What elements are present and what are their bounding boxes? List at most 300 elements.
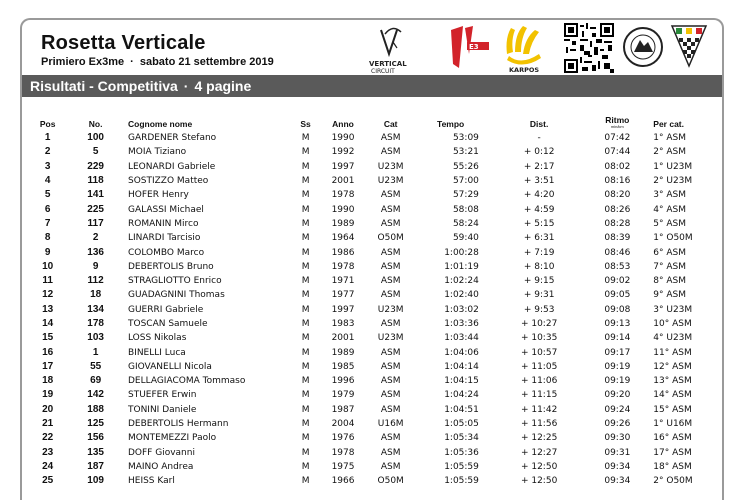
cell-pace: 08:28 xyxy=(591,217,643,231)
cell-sex: M xyxy=(293,131,318,145)
table-row xyxy=(22,345,722,359)
cell-number: 9 xyxy=(73,260,118,274)
cell-pace: 09:31 xyxy=(591,446,643,460)
cell-gap: + 4:20 xyxy=(487,188,591,202)
col-header-year: Anno xyxy=(332,119,354,129)
cell-pace: 09:02 xyxy=(591,274,643,288)
cell-category: O50M xyxy=(368,474,413,488)
cell-sex: M xyxy=(293,160,318,174)
table-row xyxy=(22,417,722,431)
cell-gap: - xyxy=(487,131,591,145)
cell-pos: 2 xyxy=(22,145,73,159)
cell-time: 1:05:59 xyxy=(413,460,487,474)
cell-pace: 08:16 xyxy=(591,174,643,188)
cell-category-rank: 8° ASM xyxy=(643,274,722,288)
cell-sex: M xyxy=(293,288,318,302)
cell-category: ASM xyxy=(368,360,413,374)
col-header-category: Cat xyxy=(383,119,398,129)
results-page xyxy=(20,18,724,500)
cell-number: 141 xyxy=(73,188,118,202)
cell-category-rank: 1° U16M xyxy=(643,417,722,431)
cell-year: 1975 xyxy=(318,460,368,474)
cell-time: 1:04:51 xyxy=(413,403,487,417)
page-title: Rosetta Verticale xyxy=(41,32,206,54)
cell-category: U23M xyxy=(368,331,413,345)
table-row xyxy=(22,403,722,417)
table-row xyxy=(22,160,722,174)
cell-category: ASM xyxy=(368,374,413,388)
table-row xyxy=(22,317,722,331)
cell-gap: + 5:15 xyxy=(487,217,591,231)
cell-time: 1:02:24 xyxy=(413,274,487,288)
cell-category: ASM xyxy=(368,274,413,288)
cell-category: ASM xyxy=(368,217,413,231)
cell-time: 1:05:34 xyxy=(413,431,487,445)
svg-text:E3: E3 xyxy=(469,43,479,51)
cell-number: 55 xyxy=(73,360,118,374)
cell-pos: 20 xyxy=(22,403,73,417)
cell-category-rank: 12° ASM xyxy=(643,360,722,374)
cell-category-rank: 1° O50M xyxy=(643,231,722,245)
cell-number: 1 xyxy=(73,345,118,359)
cell-sex: M xyxy=(293,245,318,259)
cell-name: DELLAGIACOMA Tommaso xyxy=(118,374,293,388)
cell-pace: 08:39 xyxy=(591,231,643,245)
table-row xyxy=(22,202,722,216)
cell-pace: 09:08 xyxy=(591,303,643,317)
vertical-circuit-logo xyxy=(367,24,419,74)
cell-year: 1997 xyxy=(318,303,368,317)
col-header-gap: Dist. xyxy=(529,119,549,129)
cell-time: 1:03:02 xyxy=(413,303,487,317)
table-row xyxy=(22,188,722,202)
cell-sex: M xyxy=(293,345,318,359)
cell-name: BINELLI Luca xyxy=(118,345,293,359)
cell-year: 1977 xyxy=(318,288,368,302)
cell-year: 1979 xyxy=(318,388,368,402)
cell-gap: + 0:12 xyxy=(487,145,591,159)
cell-category: ASM xyxy=(368,345,413,359)
cell-pos: 23 xyxy=(22,446,73,460)
cell-sex: M xyxy=(293,174,318,188)
cell-pos: 11 xyxy=(22,274,73,288)
cell-number: 188 xyxy=(73,403,118,417)
cell-pace: 09:30 xyxy=(591,431,643,445)
cell-sex: M xyxy=(293,274,318,288)
cell-name: GALASSI Michael xyxy=(118,202,293,216)
cell-category-rank: 6° ASM xyxy=(643,245,722,259)
svg-text:KARPOS: KARPOS xyxy=(509,66,540,74)
cell-name: ROMANIN Mirco xyxy=(118,217,293,231)
cell-category: U23M xyxy=(368,160,413,174)
cell-time: 53:21 xyxy=(413,145,487,159)
cell-name: GUADAGNINI Thomas xyxy=(118,288,293,302)
table-row xyxy=(22,331,722,345)
cell-year: 1983 xyxy=(318,317,368,331)
cell-number: 156 xyxy=(73,431,118,445)
col-header-number: No. xyxy=(88,119,103,129)
cell-name: MOIA Tiziano xyxy=(118,145,293,159)
cell-gap: + 10:35 xyxy=(487,331,591,345)
cell-pos: 18 xyxy=(22,374,73,388)
karpos-logo xyxy=(501,24,551,74)
section-banner xyxy=(22,75,722,97)
cell-pos: 21 xyxy=(22,417,73,431)
cell-pos: 15 xyxy=(22,331,73,345)
cell-pace: 09:05 xyxy=(591,288,643,302)
cell-category: ASM xyxy=(368,388,413,402)
pace-label: Ritmo xyxy=(605,115,630,125)
cell-category: ASM xyxy=(368,145,413,159)
cell-category-rank: 4° U23M xyxy=(643,331,722,345)
cell-gap: + 11:06 xyxy=(487,374,591,388)
cell-pace: 09:34 xyxy=(591,474,643,488)
cell-pace: 09:19 xyxy=(591,374,643,388)
cell-name: SOSTIZZO Matteo xyxy=(118,174,293,188)
cell-sex: M xyxy=(293,431,318,445)
cell-pace: 09:13 xyxy=(591,317,643,331)
cell-sex: M xyxy=(293,403,318,417)
cell-sex: M xyxy=(293,145,318,159)
cell-gap: + 11:05 xyxy=(487,360,591,374)
cell-number: 118 xyxy=(73,174,118,188)
cell-category-rank: 18° ASM xyxy=(643,460,722,474)
cell-category: U23M xyxy=(368,303,413,317)
cell-name: LEONARDI Gabriele xyxy=(118,160,293,174)
cell-number: 100 xyxy=(73,131,118,145)
cell-sex: M xyxy=(293,417,318,431)
cell-number: 5 xyxy=(73,145,118,159)
cell-category-rank: 16° ASM xyxy=(643,431,722,445)
cell-pace: 09:14 xyxy=(591,331,643,345)
cell-category-rank: 3° U23M xyxy=(643,303,722,317)
cell-category: ASM xyxy=(368,460,413,474)
cell-number: 125 xyxy=(73,417,118,431)
cell-pos: 25 xyxy=(22,474,73,488)
cell-category: O50M xyxy=(368,231,413,245)
cell-year: 1978 xyxy=(318,260,368,274)
cell-gap: + 11:42 xyxy=(487,403,591,417)
cell-pace: 08:53 xyxy=(591,260,643,274)
cell-sex: M xyxy=(293,202,318,216)
col-header-category-rank: Per cat. xyxy=(653,119,684,129)
table-row xyxy=(22,231,722,245)
cell-category: U16M xyxy=(368,417,413,431)
event-date: sabato 21 settembre 2019 xyxy=(139,56,274,68)
col-header-sex: Ss xyxy=(300,119,311,129)
cell-category-rank: 7° ASM xyxy=(643,260,722,274)
checkered-shield-logo xyxy=(670,24,708,68)
cell-gap: + 9:53 xyxy=(487,303,591,317)
cell-gap: + 4:59 xyxy=(487,202,591,216)
event-subtitle xyxy=(41,56,274,68)
cell-pace: 08:20 xyxy=(591,188,643,202)
cell-pos: 7 xyxy=(22,217,73,231)
cell-name: LINARDI Tarcisio xyxy=(118,231,293,245)
pace-unit: min/km xyxy=(610,124,624,129)
cell-name: DEBERTOLIS Bruno xyxy=(118,260,293,274)
cell-number: 229 xyxy=(73,160,118,174)
cell-pace: 08:46 xyxy=(591,245,643,259)
cell-category: ASM xyxy=(368,446,413,460)
cell-time: 57:00 xyxy=(413,174,487,188)
cell-sex: M xyxy=(293,374,318,388)
svg-text:CIRCUIT: CIRCUIT xyxy=(371,68,395,74)
cell-time: 57:29 xyxy=(413,188,487,202)
cell-year: 1990 xyxy=(318,202,368,216)
cell-name: STRAGLIOTTO Enrico xyxy=(118,274,293,288)
cell-year: 1986 xyxy=(318,245,368,259)
cell-number: 187 xyxy=(73,460,118,474)
club-badge-logo xyxy=(622,26,664,68)
cell-sex: M xyxy=(293,360,318,374)
cell-time: 1:05:36 xyxy=(413,446,487,460)
table-row xyxy=(22,245,722,259)
cell-category: ASM xyxy=(368,245,413,259)
cell-year: 2001 xyxy=(318,331,368,345)
cell-number: 103 xyxy=(73,331,118,345)
table-row xyxy=(22,460,722,474)
table-row xyxy=(22,360,722,374)
cell-gap: + 3:51 xyxy=(487,174,591,188)
cell-year: 1990 xyxy=(318,131,368,145)
cell-time: 59:40 xyxy=(413,231,487,245)
cell-gap: + 6:31 xyxy=(487,231,591,245)
cell-time: 58:24 xyxy=(413,217,487,231)
cell-pos: 3 xyxy=(22,160,73,174)
cell-category-rank: 17° ASM xyxy=(643,446,722,460)
cell-category: ASM xyxy=(368,260,413,274)
cell-pos: 10 xyxy=(22,260,73,274)
cell-pos: 13 xyxy=(22,303,73,317)
cell-pace: 07:44 xyxy=(591,145,643,159)
results-body xyxy=(22,131,722,488)
cell-gap: + 12:27 xyxy=(487,446,591,460)
cell-number: 2 xyxy=(73,231,118,245)
cell-year: 1997 xyxy=(318,160,368,174)
cell-gap: + 10:27 xyxy=(487,317,591,331)
cell-sex: M xyxy=(293,446,318,460)
table-row xyxy=(22,174,722,188)
cell-pace: 09:34 xyxy=(591,460,643,474)
cell-number: 69 xyxy=(73,374,118,388)
cell-year: 2001 xyxy=(318,174,368,188)
cell-category-rank: 14° ASM xyxy=(643,388,722,402)
cell-pos: 9 xyxy=(22,245,73,259)
cell-category: ASM xyxy=(368,317,413,331)
cell-category-rank: 1° U23M xyxy=(643,160,722,174)
cell-number: 135 xyxy=(73,446,118,460)
cell-time: 58:08 xyxy=(413,202,487,216)
cell-year: 1976 xyxy=(318,431,368,445)
cell-name: TOSCAN Samuele xyxy=(118,317,293,331)
cell-gap: + 10:57 xyxy=(487,345,591,359)
cell-year: 1989 xyxy=(318,217,368,231)
cell-pace: 08:26 xyxy=(591,202,643,216)
cell-gap: + 11:15 xyxy=(487,388,591,402)
separator-dot: · xyxy=(183,78,189,94)
cell-name: HOFER Henry xyxy=(118,188,293,202)
table-row xyxy=(22,446,722,460)
table-header-row xyxy=(22,108,722,131)
table-row xyxy=(22,131,722,145)
cell-year: 1987 xyxy=(318,403,368,417)
cell-time: 1:04:24 xyxy=(413,388,487,402)
cell-name: HEISS Karl xyxy=(118,474,293,488)
cell-gap: + 9:31 xyxy=(487,288,591,302)
table-row xyxy=(22,145,722,159)
sponsor-logos xyxy=(367,22,724,74)
cell-category: ASM xyxy=(368,403,413,417)
cell-category-rank: 1° ASM xyxy=(643,131,722,145)
cell-sex: M xyxy=(293,188,318,202)
cell-name: MAINO Andrea xyxy=(118,460,293,474)
cell-name: COLOMBO Marco xyxy=(118,245,293,259)
cell-number: 109 xyxy=(73,474,118,488)
cell-name: TONINI Daniele xyxy=(118,403,293,417)
cell-pos: 24 xyxy=(22,460,73,474)
qr-code[interactable] xyxy=(564,23,614,73)
cell-category: ASM xyxy=(368,288,413,302)
cell-number: 117 xyxy=(73,217,118,231)
cell-category-rank: 9° ASM xyxy=(643,288,722,302)
cell-gap: + 12:50 xyxy=(487,460,591,474)
cell-pos: 8 xyxy=(22,231,73,245)
cell-gap: + 9:15 xyxy=(487,274,591,288)
cell-category-rank: 2° ASM xyxy=(643,145,722,159)
cell-year: 1992 xyxy=(318,145,368,159)
table-row xyxy=(22,474,722,488)
cell-time: 1:01:19 xyxy=(413,260,487,274)
cell-time: 1:04:06 xyxy=(413,345,487,359)
cell-year: 1989 xyxy=(318,345,368,359)
cell-sex: M xyxy=(293,260,318,274)
col-header-name: Cognome nome xyxy=(127,119,193,129)
section-title: Risultati - Competitiva xyxy=(30,78,178,94)
cell-pos: 16 xyxy=(22,345,73,359)
table-row xyxy=(22,260,722,274)
cell-pace: 07:42 xyxy=(591,131,643,145)
cell-name: DOFF Giovanni xyxy=(118,446,293,460)
cell-year: 1985 xyxy=(318,360,368,374)
cell-name: LOSS Nikolas xyxy=(118,331,293,345)
cell-pos: 5 xyxy=(22,188,73,202)
cell-time: 1:04:15 xyxy=(413,374,487,388)
cell-pace: 08:02 xyxy=(591,160,643,174)
table-row xyxy=(22,431,722,445)
col-header-pos: Pos xyxy=(39,119,56,129)
cell-pos: 12 xyxy=(22,288,73,302)
cell-gap: + 11:56 xyxy=(487,417,591,431)
cell-pos: 1 xyxy=(22,131,73,145)
page-count: 4 pagine xyxy=(194,78,252,94)
results-table xyxy=(22,108,722,488)
cell-pace: 09:19 xyxy=(591,360,643,374)
cell-sex: M xyxy=(293,460,318,474)
cell-category-rank: 15° ASM xyxy=(643,403,722,417)
cell-time: 53:09 xyxy=(413,131,487,145)
cell-pos: 4 xyxy=(22,174,73,188)
cell-pace: 09:17 xyxy=(591,345,643,359)
cell-time: 1:05:59 xyxy=(413,474,487,488)
cell-category-rank: 13° ASM xyxy=(643,374,722,388)
cell-category-rank: 2° O50M xyxy=(643,474,722,488)
cell-year: 1996 xyxy=(318,374,368,388)
table-row xyxy=(22,374,722,388)
cell-year: 1964 xyxy=(318,231,368,245)
cell-gap: + 12:50 xyxy=(487,474,591,488)
cell-category: ASM xyxy=(368,431,413,445)
cell-year: 1966 xyxy=(318,474,368,488)
cell-category: U23M xyxy=(368,174,413,188)
cell-number: 178 xyxy=(73,317,118,331)
cell-number: 134 xyxy=(73,303,118,317)
cell-sex: M xyxy=(293,303,318,317)
cell-gap: + 8:10 xyxy=(487,260,591,274)
cell-name: GUERRI Gabriele xyxy=(118,303,293,317)
cell-time: 1:04:14 xyxy=(413,360,487,374)
cell-category-rank: 11° ASM xyxy=(643,345,722,359)
table-row xyxy=(22,288,722,302)
cell-name: GARDENER Stefano xyxy=(118,131,293,145)
cell-category: ASM xyxy=(368,131,413,145)
table-row xyxy=(22,388,722,402)
cell-number: 136 xyxy=(73,245,118,259)
cell-category-rank: 3° ASM xyxy=(643,188,722,202)
cell-pace: 09:20 xyxy=(591,388,643,402)
e3-logo xyxy=(443,24,491,70)
cell-name: DEBERTOLIS Hermann xyxy=(118,417,293,431)
cell-sex: M xyxy=(293,388,318,402)
table-row xyxy=(22,274,722,288)
vertical-circuit-logo-text: VERTICAL xyxy=(369,60,407,68)
cell-gap: + 12:25 xyxy=(487,431,591,445)
col-header-pace xyxy=(591,108,643,131)
cell-pos: 6 xyxy=(22,202,73,216)
cell-category-rank: 10° ASM xyxy=(643,317,722,331)
cell-category-rank: 4° ASM xyxy=(643,202,722,216)
cell-category: ASM xyxy=(368,202,413,216)
cell-name: GIOVANELLI Nicola xyxy=(118,360,293,374)
cell-time: 55:26 xyxy=(413,160,487,174)
cell-number: 225 xyxy=(73,202,118,216)
cell-year: 2004 xyxy=(318,417,368,431)
cell-pos: 14 xyxy=(22,317,73,331)
cell-time: 1:03:44 xyxy=(413,331,487,345)
table-row xyxy=(22,217,722,231)
cell-year: 1978 xyxy=(318,446,368,460)
table-row xyxy=(22,303,722,317)
cell-category-rank: 2° U23M xyxy=(643,174,722,188)
cell-category-rank: 5° ASM xyxy=(643,217,722,231)
cell-sex: M xyxy=(293,474,318,488)
event-name: Primiero Ex3me xyxy=(41,56,125,68)
cell-time: 1:05:05 xyxy=(413,417,487,431)
cell-pace: 09:26 xyxy=(591,417,643,431)
cell-pos: 22 xyxy=(22,431,73,445)
cell-pos: 19 xyxy=(22,388,73,402)
cell-sex: M xyxy=(293,217,318,231)
cell-year: 1971 xyxy=(318,274,368,288)
separator-dot: · xyxy=(130,56,134,68)
cell-time: 1:02:40 xyxy=(413,288,487,302)
cell-sex: M xyxy=(293,231,318,245)
cell-year: 1978 xyxy=(318,188,368,202)
cell-number: 142 xyxy=(73,388,118,402)
cell-pace: 09:24 xyxy=(591,403,643,417)
cell-time: 1:03:36 xyxy=(413,317,487,331)
cell-number: 18 xyxy=(73,288,118,302)
